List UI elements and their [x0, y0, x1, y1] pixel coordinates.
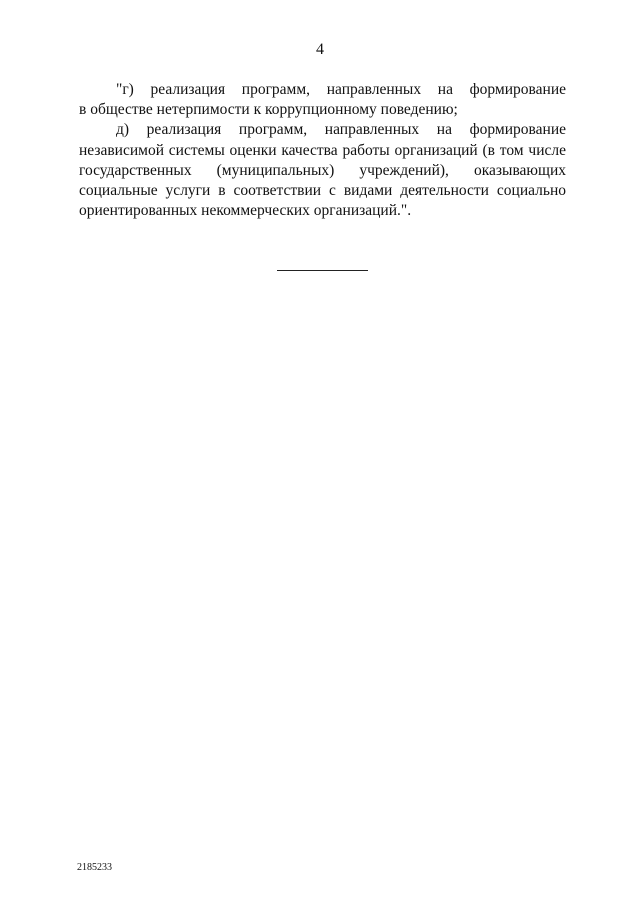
end-separator-line [277, 270, 368, 271]
paragraph-d [79, 120, 566, 221]
paragraph-g [79, 80, 566, 120]
document-body [79, 80, 566, 221]
paragraph-line: ориентированных некоммерческих организаций.". [79, 202, 412, 220]
paragraph-line: в обществе нетерпимости к коррупционному поведению; [79, 101, 458, 119]
paragraph-line: д) реализация программ, направленных на формирование [116, 121, 566, 139]
paragraph-line: государственных (муниципальных) учреждений), оказывающих [79, 161, 566, 179]
page-number: 4 [316, 41, 324, 58]
paragraph-line: социальные услуги в соответствии с видами деятельности социально [79, 182, 566, 200]
document-id: 2185233 [77, 862, 112, 873]
paragraph-line: "г) реализация программ, направленных на формирование [116, 81, 566, 98]
paragraph-line: независимой системы оценки качества работы организаций (в том числе [79, 141, 566, 159]
